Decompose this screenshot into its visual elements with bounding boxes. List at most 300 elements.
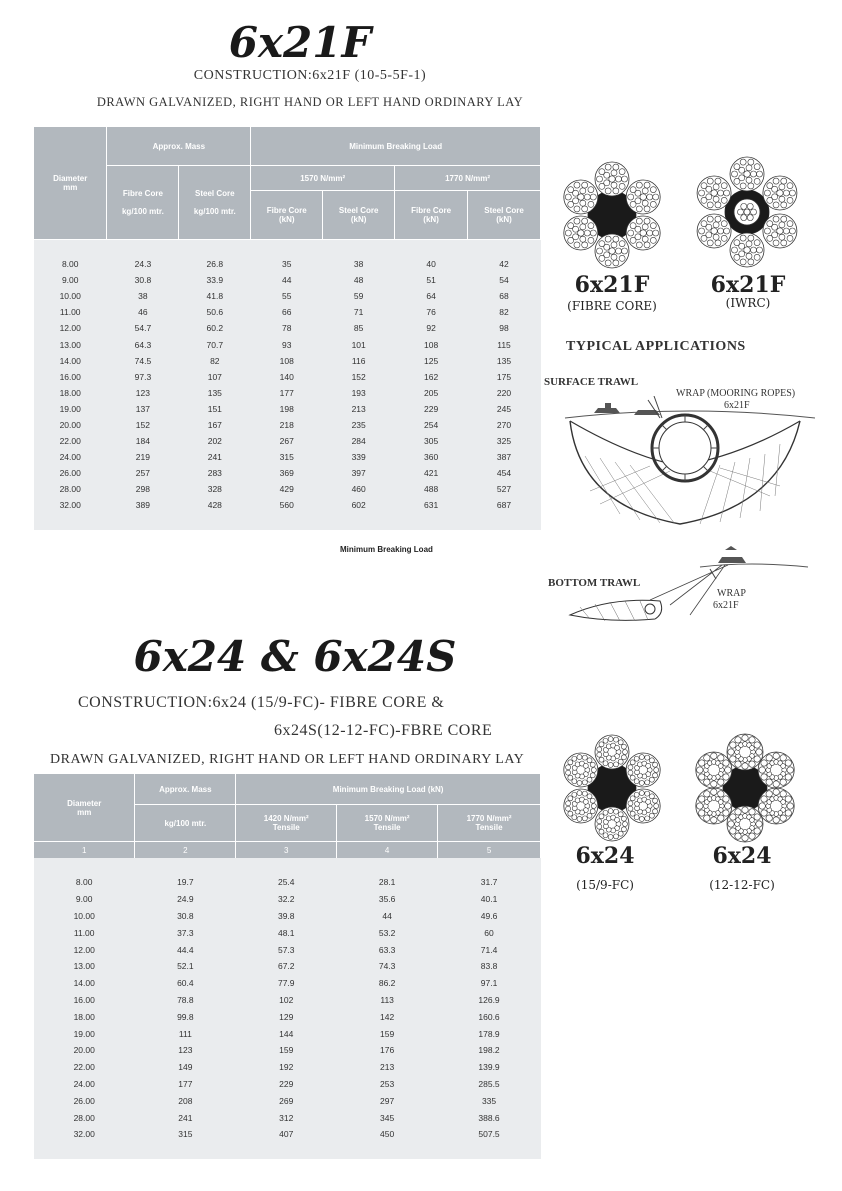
wire-circle: [588, 223, 594, 229]
wire-circle: [751, 171, 757, 177]
wire-circle: [773, 753, 779, 759]
table-row: [34, 1109, 541, 1126]
wire-circle: [568, 760, 573, 765]
table-cell: 429: [251, 481, 323, 497]
table-cell: 387: [468, 449, 541, 465]
wire-circle: [611, 254, 617, 260]
wire-circle: [781, 240, 787, 246]
wire-circle: [587, 758, 592, 763]
table-cell: 48.1: [236, 924, 337, 941]
wire-circle: [698, 810, 704, 816]
spacer-cell: [179, 240, 251, 257]
wire-circle: [634, 756, 639, 761]
wire-circle: [616, 176, 622, 182]
wire-circle: [580, 200, 586, 206]
table-row: [34, 1025, 541, 1042]
wire-circle: [584, 194, 590, 200]
table-cell: 48: [323, 272, 395, 288]
wire-circle: [773, 781, 779, 787]
table-cell: 213: [337, 1059, 438, 1076]
wire-circle: [728, 821, 734, 827]
wire-circle: [630, 796, 635, 801]
table-cell: 16.00: [34, 992, 135, 1009]
wire-circle: [603, 833, 608, 838]
spacer-cell: [438, 1143, 541, 1159]
wire-circle: [568, 796, 573, 801]
wire-circle: [644, 206, 650, 212]
wire-circle: [723, 774, 729, 780]
wire-circle: [735, 761, 741, 767]
wire-circle: [730, 814, 736, 820]
table-cell: 126.9: [438, 992, 541, 1009]
table-cell: 49.6: [438, 908, 541, 925]
wire-circle: [630, 223, 636, 229]
wire-circle: [647, 194, 653, 200]
wire-circle: [699, 190, 705, 196]
wire-circle: [613, 236, 619, 242]
wire-circle: [649, 794, 654, 799]
wire-circle: [630, 187, 636, 193]
wire-circle: [597, 176, 603, 182]
wire-circle: [613, 260, 619, 266]
table-cell: 37.3: [135, 924, 236, 941]
table-cell: 14.00: [34, 975, 135, 992]
wire-circle: [653, 798, 658, 803]
spacer-cell: [395, 240, 468, 257]
table-cell: 64.3: [107, 336, 179, 352]
wire-circle: [636, 218, 642, 224]
table-row: [34, 891, 541, 908]
table-cell: 631: [395, 497, 468, 513]
wire-circle: [725, 803, 731, 809]
wire-circle: [704, 815, 710, 821]
t2-mbl-header: Minimum Breaking Load (kN): [236, 774, 541, 805]
wire-circle: [781, 178, 787, 184]
table-row: [34, 449, 541, 465]
table-cell: 284: [323, 433, 395, 449]
table-cell: 123: [107, 385, 179, 401]
wire-circle: [789, 228, 795, 234]
wire-circle: [614, 737, 619, 742]
wire-circle: [636, 242, 642, 248]
wire-circle: [754, 178, 760, 184]
table-row: [34, 992, 541, 1009]
wire-circle: [787, 197, 793, 203]
wire-circle: [630, 760, 635, 765]
wire-circle: [773, 817, 779, 823]
wire-circle: [587, 794, 592, 799]
wire-circle: [597, 752, 602, 757]
wire-circle: [721, 235, 727, 241]
wire-circle: [628, 765, 633, 770]
wire-circle: [568, 187, 574, 193]
wire-circle: [740, 183, 746, 189]
wire-circle: [741, 203, 747, 209]
table-cell: 40: [395, 256, 468, 272]
sc-1770-header: Steel Core (kN): [468, 191, 541, 240]
table-cell: 38: [107, 288, 179, 304]
wire-circle: [713, 184, 719, 190]
spacer-cell: [323, 240, 395, 257]
wire-circle: [590, 773, 595, 778]
wire-circle: [654, 768, 659, 773]
spacer-cell: [337, 858, 438, 874]
wire-circle: [574, 242, 580, 248]
wire-circle: [583, 763, 588, 768]
wire-circle: [572, 815, 577, 820]
table-cell: 59: [323, 288, 395, 304]
table-spacer-row: [34, 514, 541, 530]
wire-circle: [636, 206, 642, 212]
table-cell: 67.2: [236, 958, 337, 975]
fc-1570-header: Fibre Core (kN): [251, 191, 323, 240]
wire-circle: [649, 813, 654, 818]
wrap-label: WRAP: [717, 588, 746, 599]
wire-circle: [746, 165, 752, 171]
table-cell: 93: [251, 336, 323, 352]
table-cell: 42: [468, 256, 541, 272]
table-row: [34, 304, 541, 320]
table-cell: 35.6: [337, 891, 438, 908]
table-row: [34, 320, 541, 336]
table-row: [34, 975, 541, 992]
table-cell: 10.00: [34, 908, 135, 925]
sc-1570-header: Steel Core (kN): [323, 191, 395, 240]
t2-grade-1770: 1770 N/mm² Tensile: [438, 805, 541, 842]
wire-circle: [787, 767, 793, 773]
wire-circle: [718, 815, 724, 821]
wire-circle: [645, 791, 650, 796]
spacer-cell: [323, 514, 395, 530]
wire-circle: [723, 796, 729, 802]
wire-circle: [599, 255, 605, 261]
wire-circle: [590, 809, 595, 814]
table-cell: 14.00: [34, 353, 107, 369]
table-cell: 125: [395, 353, 468, 369]
table-cell: 488: [395, 481, 468, 497]
wire-circle: [640, 194, 646, 200]
table-cell: 192: [236, 1059, 337, 1076]
wire-circle: [647, 230, 653, 236]
col-number: 5: [438, 842, 541, 859]
wire-circle: [582, 182, 588, 188]
table-cell: 9.00: [34, 891, 135, 908]
table-row: [34, 417, 541, 433]
wire-circle: [614, 762, 619, 767]
wire-circle: [582, 206, 588, 212]
wire-circle: [721, 221, 727, 227]
table-cell: 139.9: [438, 1059, 541, 1076]
wire-circle: [644, 242, 650, 248]
wire-circle: [707, 216, 713, 222]
table-cell: 298: [107, 481, 179, 497]
wire-circle: [698, 760, 704, 766]
table-cell: 159: [236, 1042, 337, 1059]
wire-circle: [781, 216, 787, 222]
wire-circle: [779, 196, 785, 202]
table-cell: 205: [395, 385, 468, 401]
wire-circle: [711, 228, 717, 234]
wire-circle: [653, 809, 658, 814]
wire-circle: [711, 789, 717, 795]
wire-circle: [580, 236, 586, 242]
wire-circle: [650, 223, 656, 229]
table-cell: 44: [251, 272, 323, 288]
wire-circle: [650, 187, 656, 193]
wire-circle: [599, 742, 604, 747]
wire-circle: [754, 828, 760, 834]
table-cell: 202: [179, 433, 251, 449]
diagram2-name: 6x21F: [710, 272, 786, 298]
wire-circle: [605, 236, 611, 242]
table-cell: 33.9: [179, 272, 251, 288]
wire-circle: [628, 801, 633, 806]
wire-circle: [582, 780, 587, 785]
wire-circle: [597, 819, 602, 824]
table-cell: 68: [468, 288, 541, 304]
section2-lay: DRAWN GALVANIZED, RIGHT HAND OR LEFT HAND ORDINARY LAY: [50, 752, 525, 767]
table-cell: 97.1: [438, 975, 541, 992]
wire-circle: [616, 248, 622, 254]
diagram3-name: 6x24: [575, 843, 635, 869]
wire-circle: [577, 791, 582, 796]
wire-circle: [622, 248, 628, 254]
wire-circle: [746, 253, 752, 259]
typical-applications-heading: TYPICAL APPLICATIONS: [566, 339, 746, 354]
table-cell: 241: [179, 449, 251, 465]
table-6x21f: [34, 127, 541, 530]
wire-circle: [649, 777, 654, 782]
table-cell: 13.00: [34, 336, 107, 352]
wire-circle: [605, 188, 611, 194]
table-spacer-row: [34, 1143, 541, 1159]
wire-circle: [701, 197, 707, 203]
t2-diameter-header: Diameter mm: [34, 774, 135, 842]
wire-circle: [614, 809, 619, 814]
wire-circle: [766, 755, 772, 761]
wire-circle: [618, 812, 623, 817]
table-cell: 24.00: [34, 1076, 135, 1093]
table-cell: 20.00: [34, 1042, 135, 1059]
table-cell: 254: [395, 417, 468, 433]
table-cell: 26.00: [34, 465, 107, 481]
wire-circle: [785, 760, 791, 766]
wire-circle: [748, 259, 754, 265]
wire-circle: [780, 779, 786, 785]
table-cell: 270: [468, 417, 541, 433]
wire-circle: [761, 760, 767, 766]
t2-grade-1570: 1570 N/mm² Tensile: [337, 805, 438, 842]
table-cell: 267: [251, 433, 323, 449]
table-cell: 44: [337, 908, 438, 925]
steel-core-mass-header: Steel Core kg/100 mtr.: [179, 166, 251, 240]
wire-circle: [754, 240, 760, 246]
table-cell: 31.7: [438, 874, 541, 891]
table-cell: 78: [251, 320, 323, 336]
diagram2-sub: (IWRC): [725, 296, 771, 310]
table-cell: 159: [337, 1025, 438, 1042]
wire-circle: [566, 765, 571, 770]
diagram4-sub: (12-12-FC): [709, 878, 775, 892]
wire-circle: [701, 183, 707, 189]
wire-circle: [787, 235, 793, 241]
wire-circle: [767, 235, 773, 241]
table-cell: 213: [323, 401, 395, 417]
wire-circle: [630, 201, 636, 207]
wire-circle: [779, 222, 785, 228]
table-cell: 82: [468, 304, 541, 320]
table-row: [34, 288, 541, 304]
wire-circle: [582, 755, 587, 760]
table-cell: 123: [135, 1042, 236, 1059]
wire-circle: [754, 814, 760, 820]
wire-circle: [724, 190, 730, 196]
wire-circle: [572, 792, 577, 797]
table-row: [34, 1042, 541, 1059]
spacer-cell: [34, 240, 107, 257]
spacer-cell: [438, 858, 541, 874]
wire-circle: [639, 816, 644, 821]
table-cell: 140: [251, 369, 323, 385]
table-cell: 16.00: [34, 369, 107, 385]
wire-circle: [580, 188, 586, 194]
wire-circle: [707, 202, 713, 208]
wire-circle: [773, 240, 779, 246]
wire-circle: [640, 230, 646, 236]
wire-circle: [634, 792, 639, 797]
table-cell: 63.3: [337, 941, 438, 958]
table-cell: 13.00: [34, 958, 135, 975]
table-cell: 39.8: [236, 908, 337, 925]
wire-circle: [572, 756, 577, 761]
wire-circle: [628, 806, 633, 811]
wire-circle: [628, 770, 633, 775]
table-cell: 167: [179, 417, 251, 433]
wire-circle: [603, 761, 608, 766]
wire-circle: [777, 190, 783, 196]
wire-circle: [619, 183, 625, 189]
table-cell: 339: [323, 449, 395, 465]
wire-circle: [754, 756, 760, 762]
wire-circle: [773, 216, 779, 222]
table-cell: 98: [468, 320, 541, 336]
wire-circle: [773, 202, 779, 208]
table-cell: 135: [179, 385, 251, 401]
wire-circle: [588, 237, 594, 243]
wire-circle: [605, 260, 611, 266]
table-cell: 107: [179, 369, 251, 385]
wire-circle: [764, 190, 770, 196]
table-cell: 99.8: [135, 1008, 236, 1025]
wire-circle: [619, 255, 625, 261]
wire-circle: [609, 248, 615, 254]
table-cell: 397: [323, 465, 395, 481]
wrap-mooring-label: WRAP (MOORING ROPES): [676, 388, 796, 399]
table-cell: 388.6: [438, 1109, 541, 1126]
spacer-cell: [34, 1143, 135, 1159]
wire-circle: [754, 742, 760, 748]
wire-circle: [718, 190, 724, 196]
table-cell: 66: [251, 304, 323, 320]
table-row: [34, 433, 541, 449]
table-cell: 19.7: [135, 874, 236, 891]
diameter-unit: mm: [63, 183, 78, 192]
wire-circle: [741, 215, 747, 221]
wire-circle: [642, 188, 648, 194]
wire-circle: [749, 833, 755, 839]
wire-circle: [751, 247, 757, 253]
table-row: [34, 272, 541, 288]
wire-circle: [701, 221, 707, 227]
table-cell: 24.00: [34, 449, 107, 465]
table-row: [34, 908, 541, 925]
table-cell: 35: [251, 256, 323, 272]
wire-circle: [759, 803, 765, 809]
wire-circle: [747, 215, 753, 221]
wire-circle: [566, 806, 571, 811]
wire-circle: [742, 735, 748, 741]
table-cell: 44.4: [135, 941, 236, 958]
wire-circle: [649, 758, 654, 763]
wire-circle: [749, 737, 755, 743]
table-cell: 32.00: [34, 497, 107, 513]
wire-circle: [608, 809, 613, 814]
wire-circle: [621, 755, 626, 760]
wire-circle: [588, 187, 594, 193]
wire-circle: [599, 814, 604, 819]
wire-circle: [750, 818, 755, 823]
table-cell: 229: [395, 401, 468, 417]
grade-1570-header: 1570 N/mm²: [251, 166, 395, 191]
wire-circle: [728, 749, 734, 755]
table-cell: 102: [236, 992, 337, 1009]
wire-circle: [785, 796, 791, 802]
wire-circle: [711, 781, 717, 787]
wire-circle: [634, 815, 639, 820]
table-cell: 328: [179, 481, 251, 497]
spacer-cell: [337, 1143, 438, 1159]
table-row: [34, 958, 541, 975]
wire-circle: [740, 159, 746, 165]
table-cell: 325: [468, 433, 541, 449]
table-cell: 257: [107, 465, 179, 481]
table-cell: 38: [323, 256, 395, 272]
table-cell: 12.00: [34, 320, 107, 336]
table-cell: 60.4: [135, 975, 236, 992]
table-cell: 8.00: [34, 256, 107, 272]
wire-circle: [618, 831, 623, 836]
wire-circle: [623, 822, 628, 827]
wire-circle: [621, 744, 626, 749]
table-row: [34, 369, 541, 385]
table-cell: 193: [323, 385, 395, 401]
table-cell: 28.00: [34, 1109, 135, 1126]
table-cell: 74.3: [337, 958, 438, 975]
rope-diagram-6x21f-fibre: [552, 155, 672, 275]
wire-circle: [779, 184, 785, 190]
wire-circle: [597, 248, 603, 254]
wire-circle: [644, 218, 650, 224]
section1-construction: CONSTRUCTION:6x21F (10-5-5F-1): [193, 68, 427, 83]
table-cell: 18.00: [34, 1008, 135, 1025]
table-cell: 219: [107, 449, 179, 465]
table-cell: 454: [468, 465, 541, 481]
table-row: [34, 497, 541, 513]
table-row: [34, 1092, 541, 1109]
wrap-mooring-sub: 6x21F: [724, 400, 750, 411]
wire-circle: [597, 824, 602, 829]
wire-circle: [614, 834, 619, 839]
